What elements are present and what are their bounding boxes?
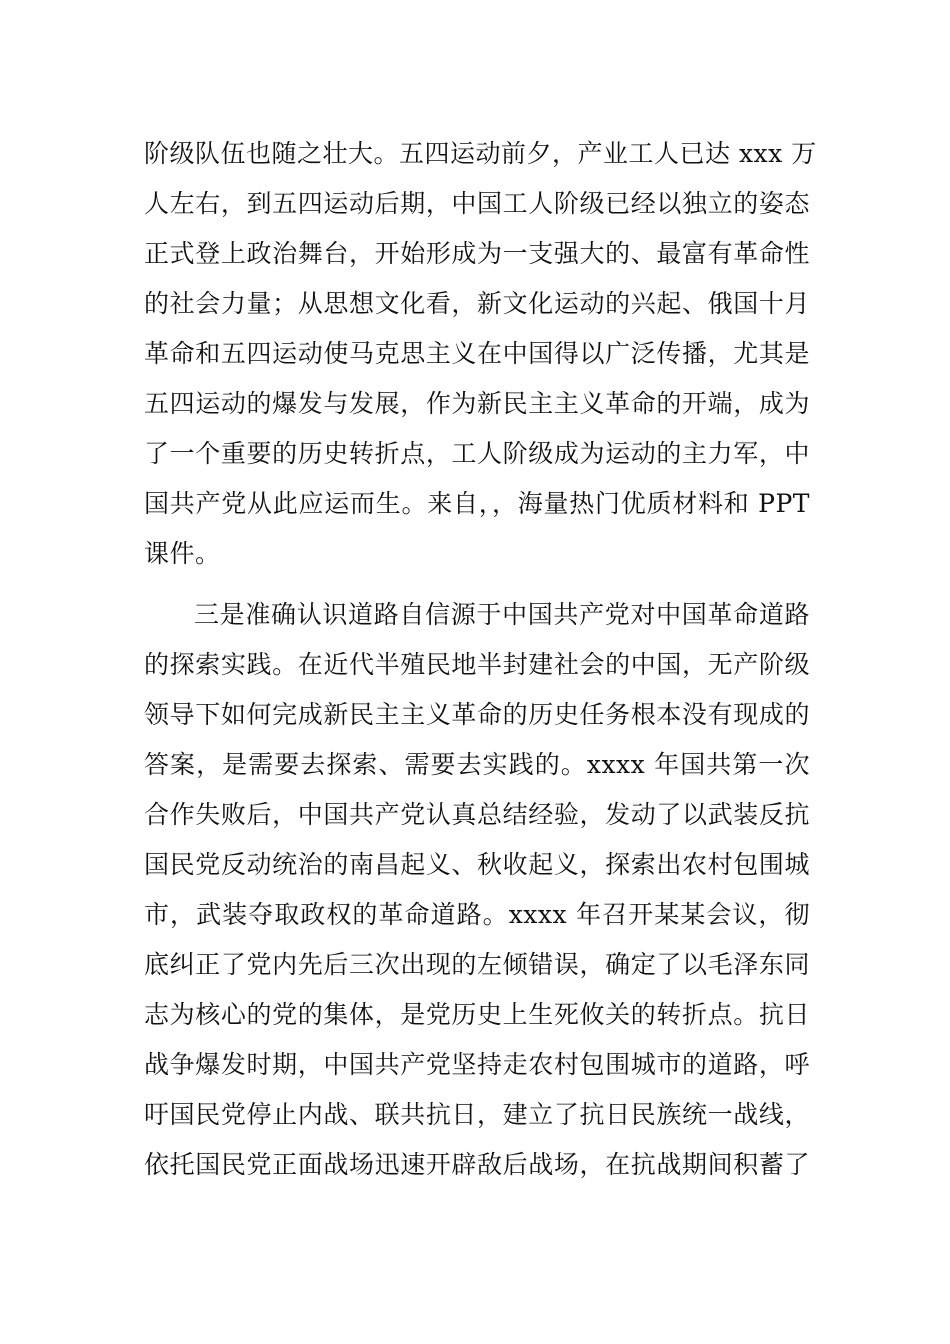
paragraph-line: 吁国民党停止内战、联共抗日，建立了抗日民族统一战线， <box>144 1100 810 1129</box>
paragraph-line: 国共产党从此应运而生。来自，，海量热门优质材料和 PPT <box>144 489 810 518</box>
paragraph-line: 阶级队伍也随之壮大。五四运动前夕，产业工人已达 xxx 万 <box>144 139 817 168</box>
paragraph-line: 底纠正了党内先后三次出现的左倾错误，确定了以毛泽东同 <box>144 950 810 979</box>
paragraph-line: 课件。 <box>144 539 221 568</box>
paragraph-line: 正式登上政治舞台，开始形成为一支强大的、最富有革命性 <box>144 239 810 268</box>
paragraph-line: 国民党反动统治的南昌起义、秋收起义，探索出农村包围城 <box>144 850 810 879</box>
paragraph-line: 五四运动的爆发与发展，作为新民主主义革命的开端，成为 <box>144 389 810 418</box>
paragraph-line: 革命和五四运动使马克思主义在中国得以广泛传播，尤其是 <box>144 339 810 368</box>
paragraph-line: 三是准确认识道路自信源于中国共产党对中国革命道路 <box>194 600 810 629</box>
paragraph-line: 依托国民党正面战场迅速开辟敌后战场，在抗战期间积蓄了 <box>144 1150 810 1179</box>
paragraph-line: 答案，是需要去探索、需要去实践的。xxxx 年国共第一次 <box>144 750 810 779</box>
paragraph-line: 的社会力量；从思想文化看，新文化运动的兴起、俄国十月 <box>144 289 810 318</box>
paragraph-line: 了一个重要的历史转折点，工人阶级成为运动的主力军，中 <box>144 439 810 468</box>
paragraph-line: 人左右，到五四运动后期，中国工人阶级已经以独立的姿态 <box>144 189 810 218</box>
paragraph-line: 合作失败后，中国共产党认真总结经验，发动了以武装反抗 <box>144 800 810 829</box>
paragraph-line: 的探索实践。在近代半殖民地半封建社会的中国，无产阶级 <box>144 650 810 679</box>
paragraph-line: 市，武装夺取政权的革命道路。xxxx 年召开某某会议，彻 <box>144 900 810 929</box>
paragraph-line: 领导下如何完成新民主主义革命的历史任务根本没有现成的 <box>144 700 810 729</box>
paragraph-line: 战争爆发时期，中国共产党坚持走农村包围城市的道路，呼 <box>144 1050 810 1079</box>
paragraph-line: 志为核心的党的集体，是党历史上生死攸关的转折点。抗日 <box>144 1000 810 1029</box>
